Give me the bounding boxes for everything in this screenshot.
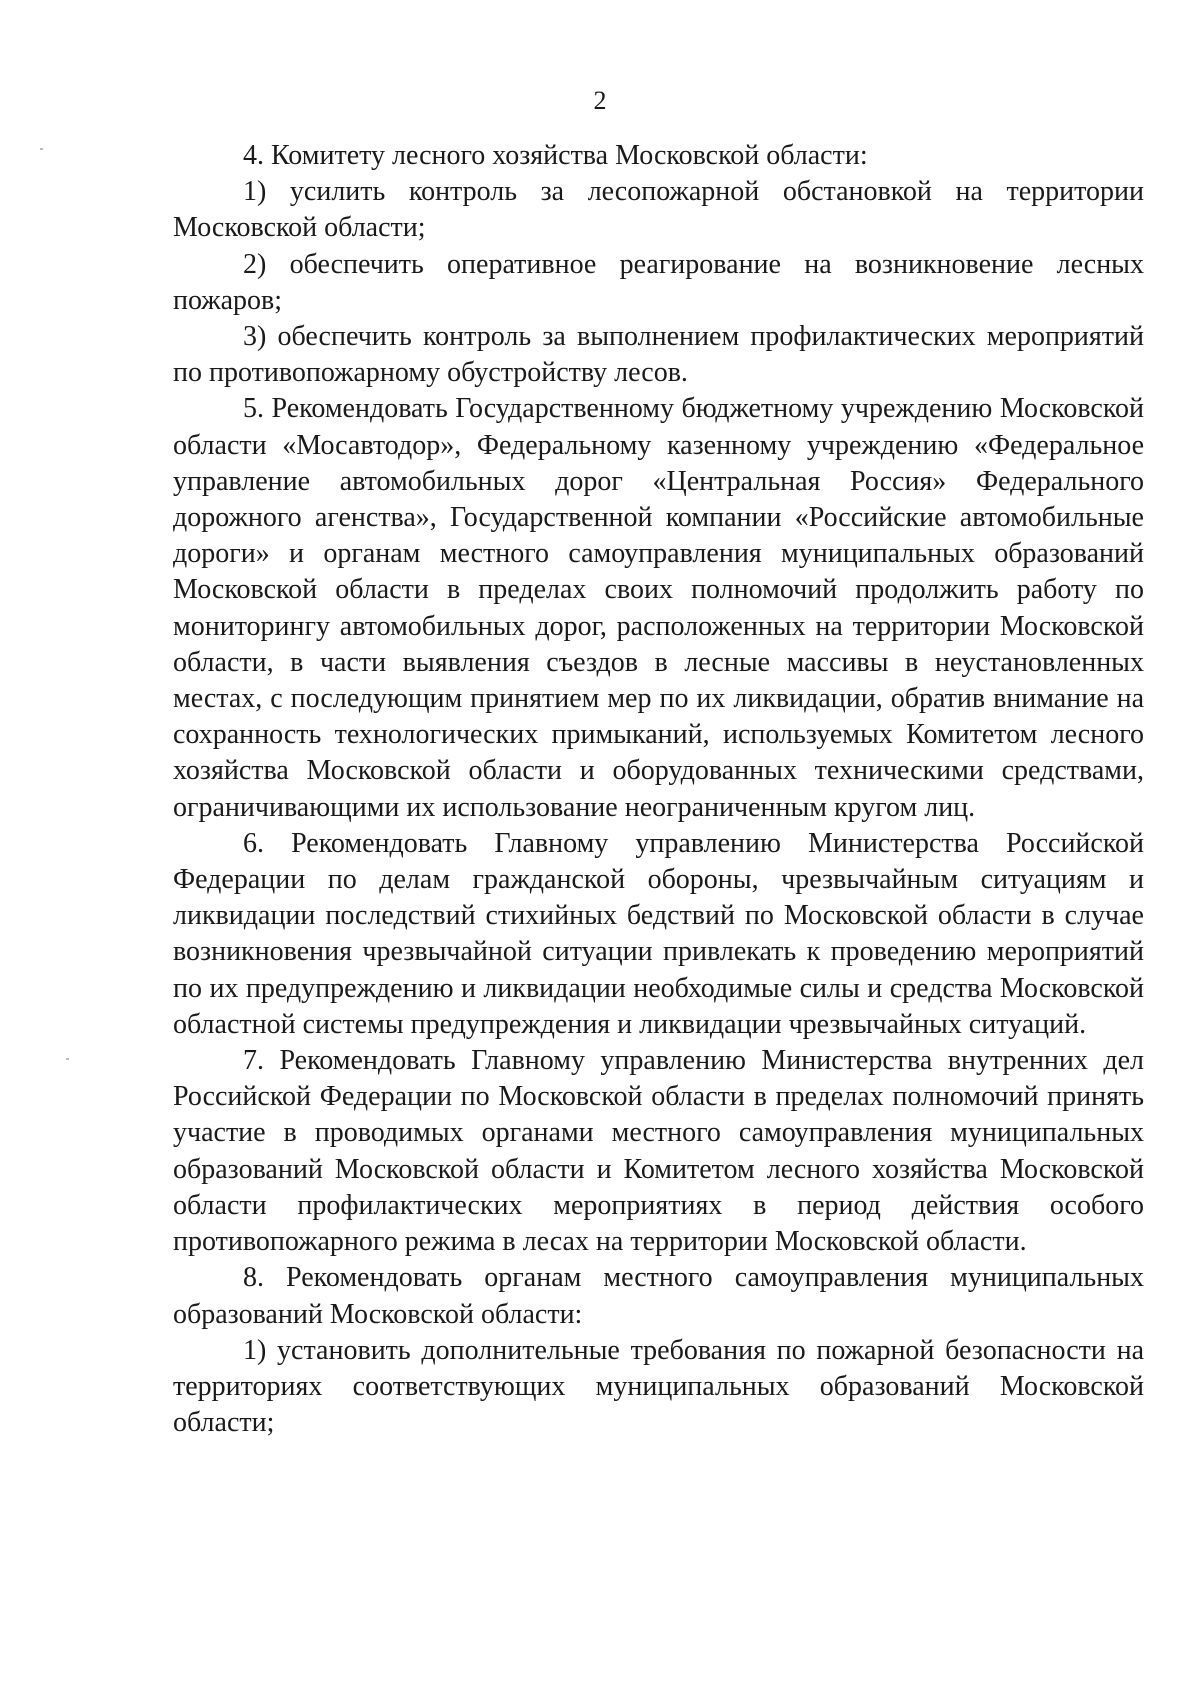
- paragraph-item-7: 7. Рекомендовать Главному управлению Министерства внутренних дел Российской Федерации по Московской области в пределах полномочий принять участие в проводимых органами местного самоуправления муниципальных образований Московской области и Комитетом лесного хозяйства Московской области профилактических мероприятиях в период действия особого противопожарного режима в лесах на территории Московской области.: [173, 1045, 1144, 1258]
- paragraph-subitem-8-1: 1) установить дополнительные требования по пожарной безопасности на территориях соответствующих муниципальных образований Московской области;: [173, 1334, 1144, 1439]
- paragraph-item-5: 5. Рекомендовать Государственному бюджетному учреждению Московской области «Мосавтодор», Федеральному казенному учреждению «Федеральное управление автомобильных дорог «Центральная Россия» Федерального дорожного агенства», Государственной компании «Российские автомобильные дороги» и органам местного самоуправления муниципальных образований Московской области в пределах своих полномочий продолжить работу по мониторингу автомобильных дорог, расположенных на территории Московской области, в части выявления съездов в лесные массивы в неустановленных местах, с последующим принятием мер по их ликвидации, обратив внимание на сохранность технологических примыканий, используемых Комитетом лесного хозяйства Московской области и оборудованных техническими средствами, ограничивающими их использование неограниченным кругом лиц.: [173, 393, 1144, 823]
- paragraph-item-8: 8. Рекомендовать органам местного самоуправления муниципальных образований Московской области:: [173, 1262, 1144, 1330]
- paragraph-subitem-4-1: 1) усилить контроль за лесопожарной обстановкой на территории Московской области;: [173, 176, 1144, 244]
- scan-speck: [40, 148, 43, 150]
- paragraph-subitem-4-2: 2) обеспечить оперативное реагирование на возникновение лесных пожаров;: [173, 248, 1144, 316]
- paragraph-item-6: 6. Рекомендовать Главному управлению Министерства Российской Федерации по делам гражданской обороны, чрезвычайным ситуациям и ликвидации последствий стихийных бедствий по Московской области в случае возникновения чрезвычайной ситуации привлекать к проведению мероприятий по их предупреждению и ликвидации необходимые силы и средства Московской областной системы предупреждения и ликвидации чрезвычайных ситуаций.: [173, 827, 1144, 1040]
- document-body: [173, 138, 1144, 1441]
- paragraph-subitem-4-3: 3) обеспечить контроль за выполнением профилактических мероприятий по противопожарному обустройству лесов.: [173, 321, 1144, 389]
- page-number: 2: [593, 86, 607, 115]
- paragraph-item-4: 4. Комитету лесного хозяйства Московской области:: [243, 140, 868, 171]
- scan-speck: [66, 1058, 69, 1060]
